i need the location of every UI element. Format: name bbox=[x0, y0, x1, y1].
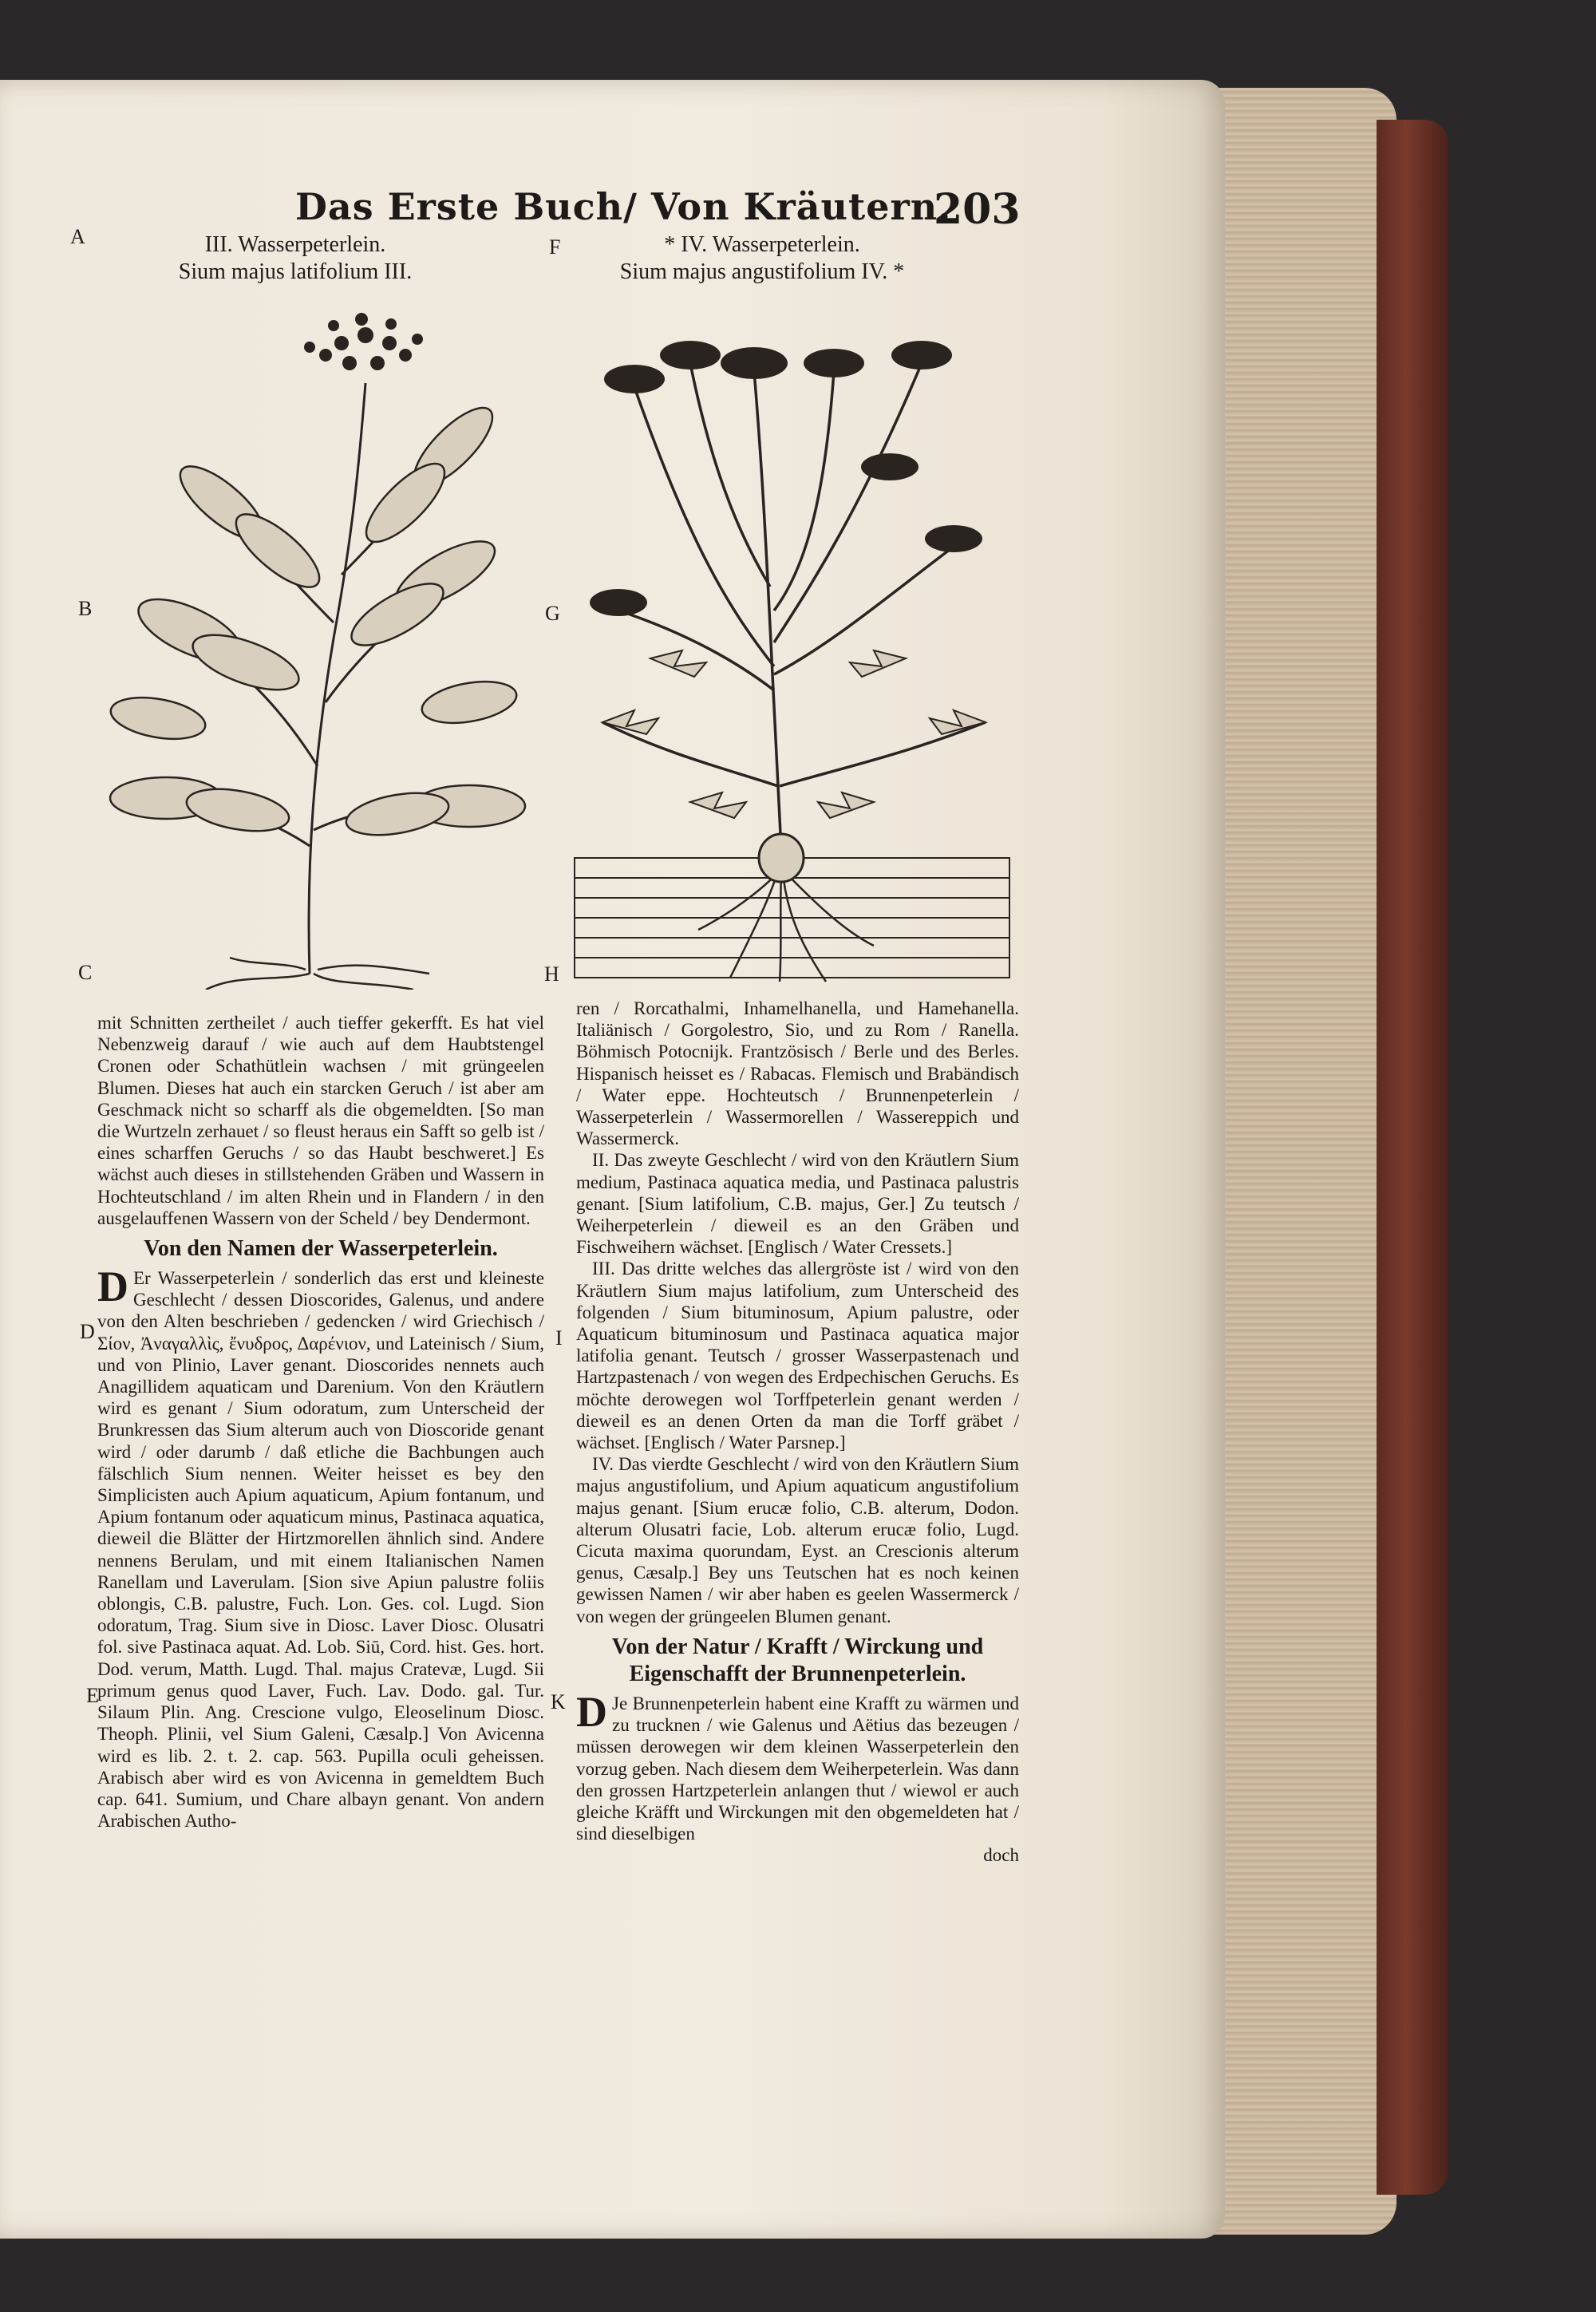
text-column-right bbox=[576, 998, 1019, 1867]
left-paragraph-names-text: Er Wasserpeterlein / sonderlich das erst und kleineste Geschlecht / dessen Dioscorides, Galenus, und andere von den Alten beschrieben / gedencken / wird Griechisch / Σίον, Ἀναγαλλὶς, ἔνυδρος, Δαρένιον, und Lateinisch / Sium, und von Plinio, Laver genant. Dioscorides nennets auch Anagillidem aquaticam und Darenium. Von den Kräutlern wird es genant / Sium odoratum, zum Unterscheid der Brunkressen das Sium alterum auch von Dioscoride genant wird / oder darumb / daß etliche die Bachbungen auch fälschlich Sium nennen. Weiter heisset es bey den Simplicisten auch Apium aquaticum, Apium fontanum, und Apium fontanum oder aquaticum minus, Pastinaca aquatica, dieweil die Blätter der Hirtzmorellen ähnlich sind. Andere nennens Berulam, und mit einem Italianischen Namen Ranellam und Laverulam. [Sion sive Apiun palustre foliis oblongis, C.B. palustre, Fuch. Lon. Ges. col. Lugd. Sion odoratum, Trag. Sium sive in Diosc. Laver Diosc. Olusatri fol. sive Pastinaca aquat. Ad. Lob. Siū, Cord. hist. Ges. hort. Dod. verum, Matth. Lugd. Thal. majus Cratevæ, Lugd. Sii primum genus quod Laver, Fuch. Lav. Dodo. gal. Tur. Silaum Plin. Ang. Crescione vulgo, Eleoselinum Diosc. Theoph. Plinii, vel Sium Galeni, Cæsalp.] Von Avicenna wird es lib. 2. t. 2. cap. 563. Pupilla oculi geheissen. Arabisch aber wird es von Avicenna in gemeldtem Buch cap. 641. Sumium, und Chare albayn genant. Von andern Arabischen Autho- bbox=[97, 1268, 544, 1832]
woodcut-sium-angustifolium bbox=[571, 307, 1013, 986]
right-paragraph-third-kind: III. Das dritte welches das allergröste ist / wird von den Kräutlern Sium majus latifolium, zum Unterscheid des folgenden / Sium bituminosum, Apium palustre, oder Aquaticum bituminosum und Pastinaca aquatica major latifolia genant. Teutsch / grosser Wasserpastenach und Hartzpastenach / von wegen des Erdpechischen Geruchs. Es möchte derowegen wol Torffpeterlein genant werden / dieweil es an denen Orten da man die Torff gräbet / wächset. [Englisch / Water Parsnep.] bbox=[576, 1259, 1019, 1453]
drop-cap-right: D bbox=[576, 1687, 607, 1736]
figure-caption-3-line1: III. Wasserpeterlein. bbox=[204, 232, 386, 257]
heading-names: Von den Namen der Wasserpeterlein. bbox=[144, 1236, 498, 1262]
margin-letter-d: D bbox=[80, 1320, 95, 1343]
margin-letter-k: K bbox=[551, 1690, 566, 1713]
margin-letter-i: I bbox=[555, 1326, 563, 1350]
left-paragraph-names bbox=[97, 1263, 544, 1832]
margin-letter-a: A bbox=[70, 225, 85, 248]
heading-nature: Von der Natur / Krafft / Wirckung und Eigenschafft der Brunnenpeterlein. bbox=[611, 1634, 984, 1686]
figure-caption-3-line2: Sium majus latifolium III. bbox=[178, 259, 413, 284]
book-page-edges bbox=[1201, 88, 1396, 2235]
figure-caption-4 bbox=[575, 231, 950, 286]
page-number: 203 bbox=[934, 185, 1021, 234]
right-paragraph-nature-text: Je Brunnenpeterlein habent eine Krafft zu wärmen und zu trucknen / wie Galenus und Aëtius das bezeugen / müssen derowegen wir dem kleinen Wasserpeterlein den vorzug geben. Nach diesem dem Weiherpeterlein. Was dann den grossen Hartzpeterlein anlangen thut / wiewol er auch gleiche Kräfft und Wirckungen mit den obgemeldeten hat / sind dieselbigen bbox=[576, 1693, 1019, 1844]
right-paragraph-second-kind: II. Das zweyte Geschlecht / wird von den Kräutlern Sium medium, Pastinaca aquatica media, und Pastinaca palustris genant. [Sium latifolium, C.B. majus, Ger.] Zu teutsch / Weiherpeterlein / dieweil es an den Gräben und Fischweihern wächset. [Englisch / Water Cressets.] bbox=[576, 1150, 1019, 1258]
figure-caption-4-line2: Sium majus angustifolium IV. * bbox=[619, 259, 905, 284]
margin-letter-b: B bbox=[78, 597, 93, 620]
right-paragraph-names-cont: ren / Rorcathalmi, Inhamelhanella, und Hamehanella. Italiänisch / Gorgolestro, Sio, und zu Rom / Ranella. Böhmisch Potocnijk. Frantzösisch / Berle und des Berles. Hispanisch heisset es / Rabacas. Flemisch und Brabändisch / Water eppe. Hochteutsch / Brunnenpeterlein / Wasserpeterlein / Wassermorellen / Wassereppich und Wassermerck. bbox=[576, 998, 1019, 1149]
book-cover-spine bbox=[1377, 120, 1448, 2195]
margin-letter-h: H bbox=[544, 962, 559, 986]
figure-caption-4-line1: * IV. Wasserpeterlein. bbox=[664, 232, 860, 257]
margin-letter-f: F bbox=[549, 235, 561, 259]
catchword: doch bbox=[983, 1845, 1019, 1866]
margin-letter-e: E bbox=[86, 1684, 99, 1707]
left-paragraph-description: mit Schnitten zertheilet / auch tieffer gekerfft. Es hat viel Nebenzweig darauf / wie auch auf dem Haubtstengel Cronen oder Schathütlein wachsen / mit grüngeelen Blumen. Dieses hat auch ein starcken Geruch / ist aber am Geschmack nicht so scharff als die obgemeldten. [So man die Wurtzeln zerhauet / so fleust heraus ein Safft so gelb ist / eines scharffen Geruchs / so das Haubt beschweret.] Es wächst auch dieses in stillstehenden Gräben und Wassern in Hochteutschland / im alten Rhein und in Flandern / in den ausgelauffenen Wassern von der Scheld / bey Dendermont. bbox=[97, 1013, 544, 1228]
woodcut-sium-latifolium bbox=[94, 287, 541, 990]
margin-letter-c: C bbox=[78, 961, 93, 984]
text-column-left bbox=[97, 1012, 544, 1832]
right-paragraph-nature bbox=[576, 1687, 1019, 1844]
drop-cap-left: D bbox=[97, 1263, 128, 1311]
right-paragraph-fourth-kind: IV. Das vierdte Geschlecht / wird von den Kräutlern Sium majus angustifolium, und Apium aquaticum angustifolium majus genant. [Sium erucæ folio, C.B. alterum, Dodon. alterum Olusatri facie, Lob. alterum erucæ folio, Lugd. Cicuta maxima quorundam, Eyst. an Crescionis alterum genus, Cæsalp.] Bey uns Teutschen hat es noch keinen gewissen Namen / wir aber haben es geelen Wassermerck / von wegen der grüngeelen Blumen genant. bbox=[576, 1454, 1019, 1626]
margin-letter-g: G bbox=[545, 602, 560, 625]
figure-caption-3 bbox=[120, 231, 471, 286]
running-title: Das Erste Buch/ Von Kräutern. bbox=[295, 185, 952, 228]
